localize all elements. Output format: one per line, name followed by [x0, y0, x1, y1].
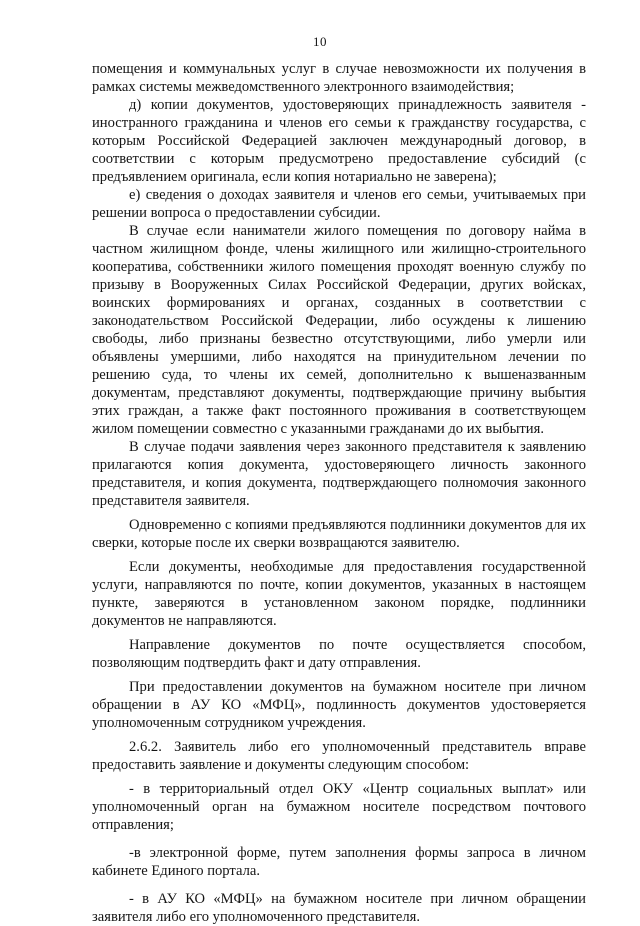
list-item-electronic-form: -в электронной форме, путем заполнения формы запроса в личном кабинете Единого портала. [92, 845, 586, 879]
list-item-territorial-office: - в территориальный отдел ОКУ «Центр социальных выплат» или уполномоченный орган на бумажном носителе посредством почтового отправления; [92, 781, 586, 833]
paragraph-section-2-6-2: 2.6.2. Заявитель либо его уполномоченный представитель вправе предоставить заявление и документы следующим способом: [92, 739, 586, 773]
paragraph-by-mail: Если документы, необходимые для предоставления государственной услуги, направляются по почте, копии документов, указанных в настоящем пункте, заверяются в установленном законом порядке, подлинники документов не направляются. [92, 559, 586, 629]
paragraph-originals: Одновременно с копиями предъявляются подлинники документов для их сверки, которые после их сверки возвращаются заявителю. [92, 517, 586, 551]
paragraph-mail-method: Направление документов по почте осуществляется способом, позволяющим подтвердить факт и дату отправления. [92, 637, 586, 671]
paragraph-continuation: помещения и коммунальных услуг в случае невозможности их получения в рамках системы межведомственного электронного взаимодействия; [92, 61, 586, 95]
paragraph-military-service: В случае если наниматели жилого помещения по договору найма в частном жилищном фонде, члены жилищного или жилищно-строительного кооператива, собственники жилого помещения проходят военную службу по призыву в Вооруженных Силах Российской Федерации, других войсках, воинских формированиях и органах, созданных в соответствии с законодательством Российской Федерации, либо осуждены к лишению свободы, либо признаны безвестно отсутствующими, либо умерли или объявлены умершими, либо находятся на принудительном лечении по решению суда, то члены их семей, дополнительно к вышеназванным документам, представляют документы, подтверждающие причину выбытия этих граждан, а также факт постоянного проживания в соответствующем жилом помещении совместно с указанными гражданами до их выбытия. [92, 223, 586, 437]
paragraph-item-e: е) сведения о доходах заявителя и членов его семьи, учитываемых при решении вопроса о предоставлении субсидии. [92, 187, 586, 221]
paragraph-mfc-paper: При предоставлении документов на бумажном носителе при личном обращении в АУ КО «МФЦ», подлинность документов удостоверяется уполномоченным сотрудником учреждения. [92, 679, 586, 731]
list-item-mfc: - в АУ КО «МФЦ» на бумажном носителе при личном обращении заявителя либо его уполномоченного представителя. [92, 891, 586, 925]
page-number: 10 [313, 34, 327, 49]
paragraph-item-d: д) копии документов, удостоверяющих принадлежность заявителя - иностранного гражданина и членов его семьи к гражданству государства, с которым Российской Федерацией заключен международный договор, в соответствии с которым предусмотрено предоставление субсидий (с предъявлением оригинала, если копия нотариально не заверена); [92, 97, 586, 185]
paragraph-legal-representative: В случае подачи заявления через законного представителя к заявлению прилагаются копия документа, удостоверяющего личность законного представителя, и копия документа, подтверждающего полномочия законного представителя заявителя. [92, 439, 586, 509]
document-body [92, 60, 586, 926]
